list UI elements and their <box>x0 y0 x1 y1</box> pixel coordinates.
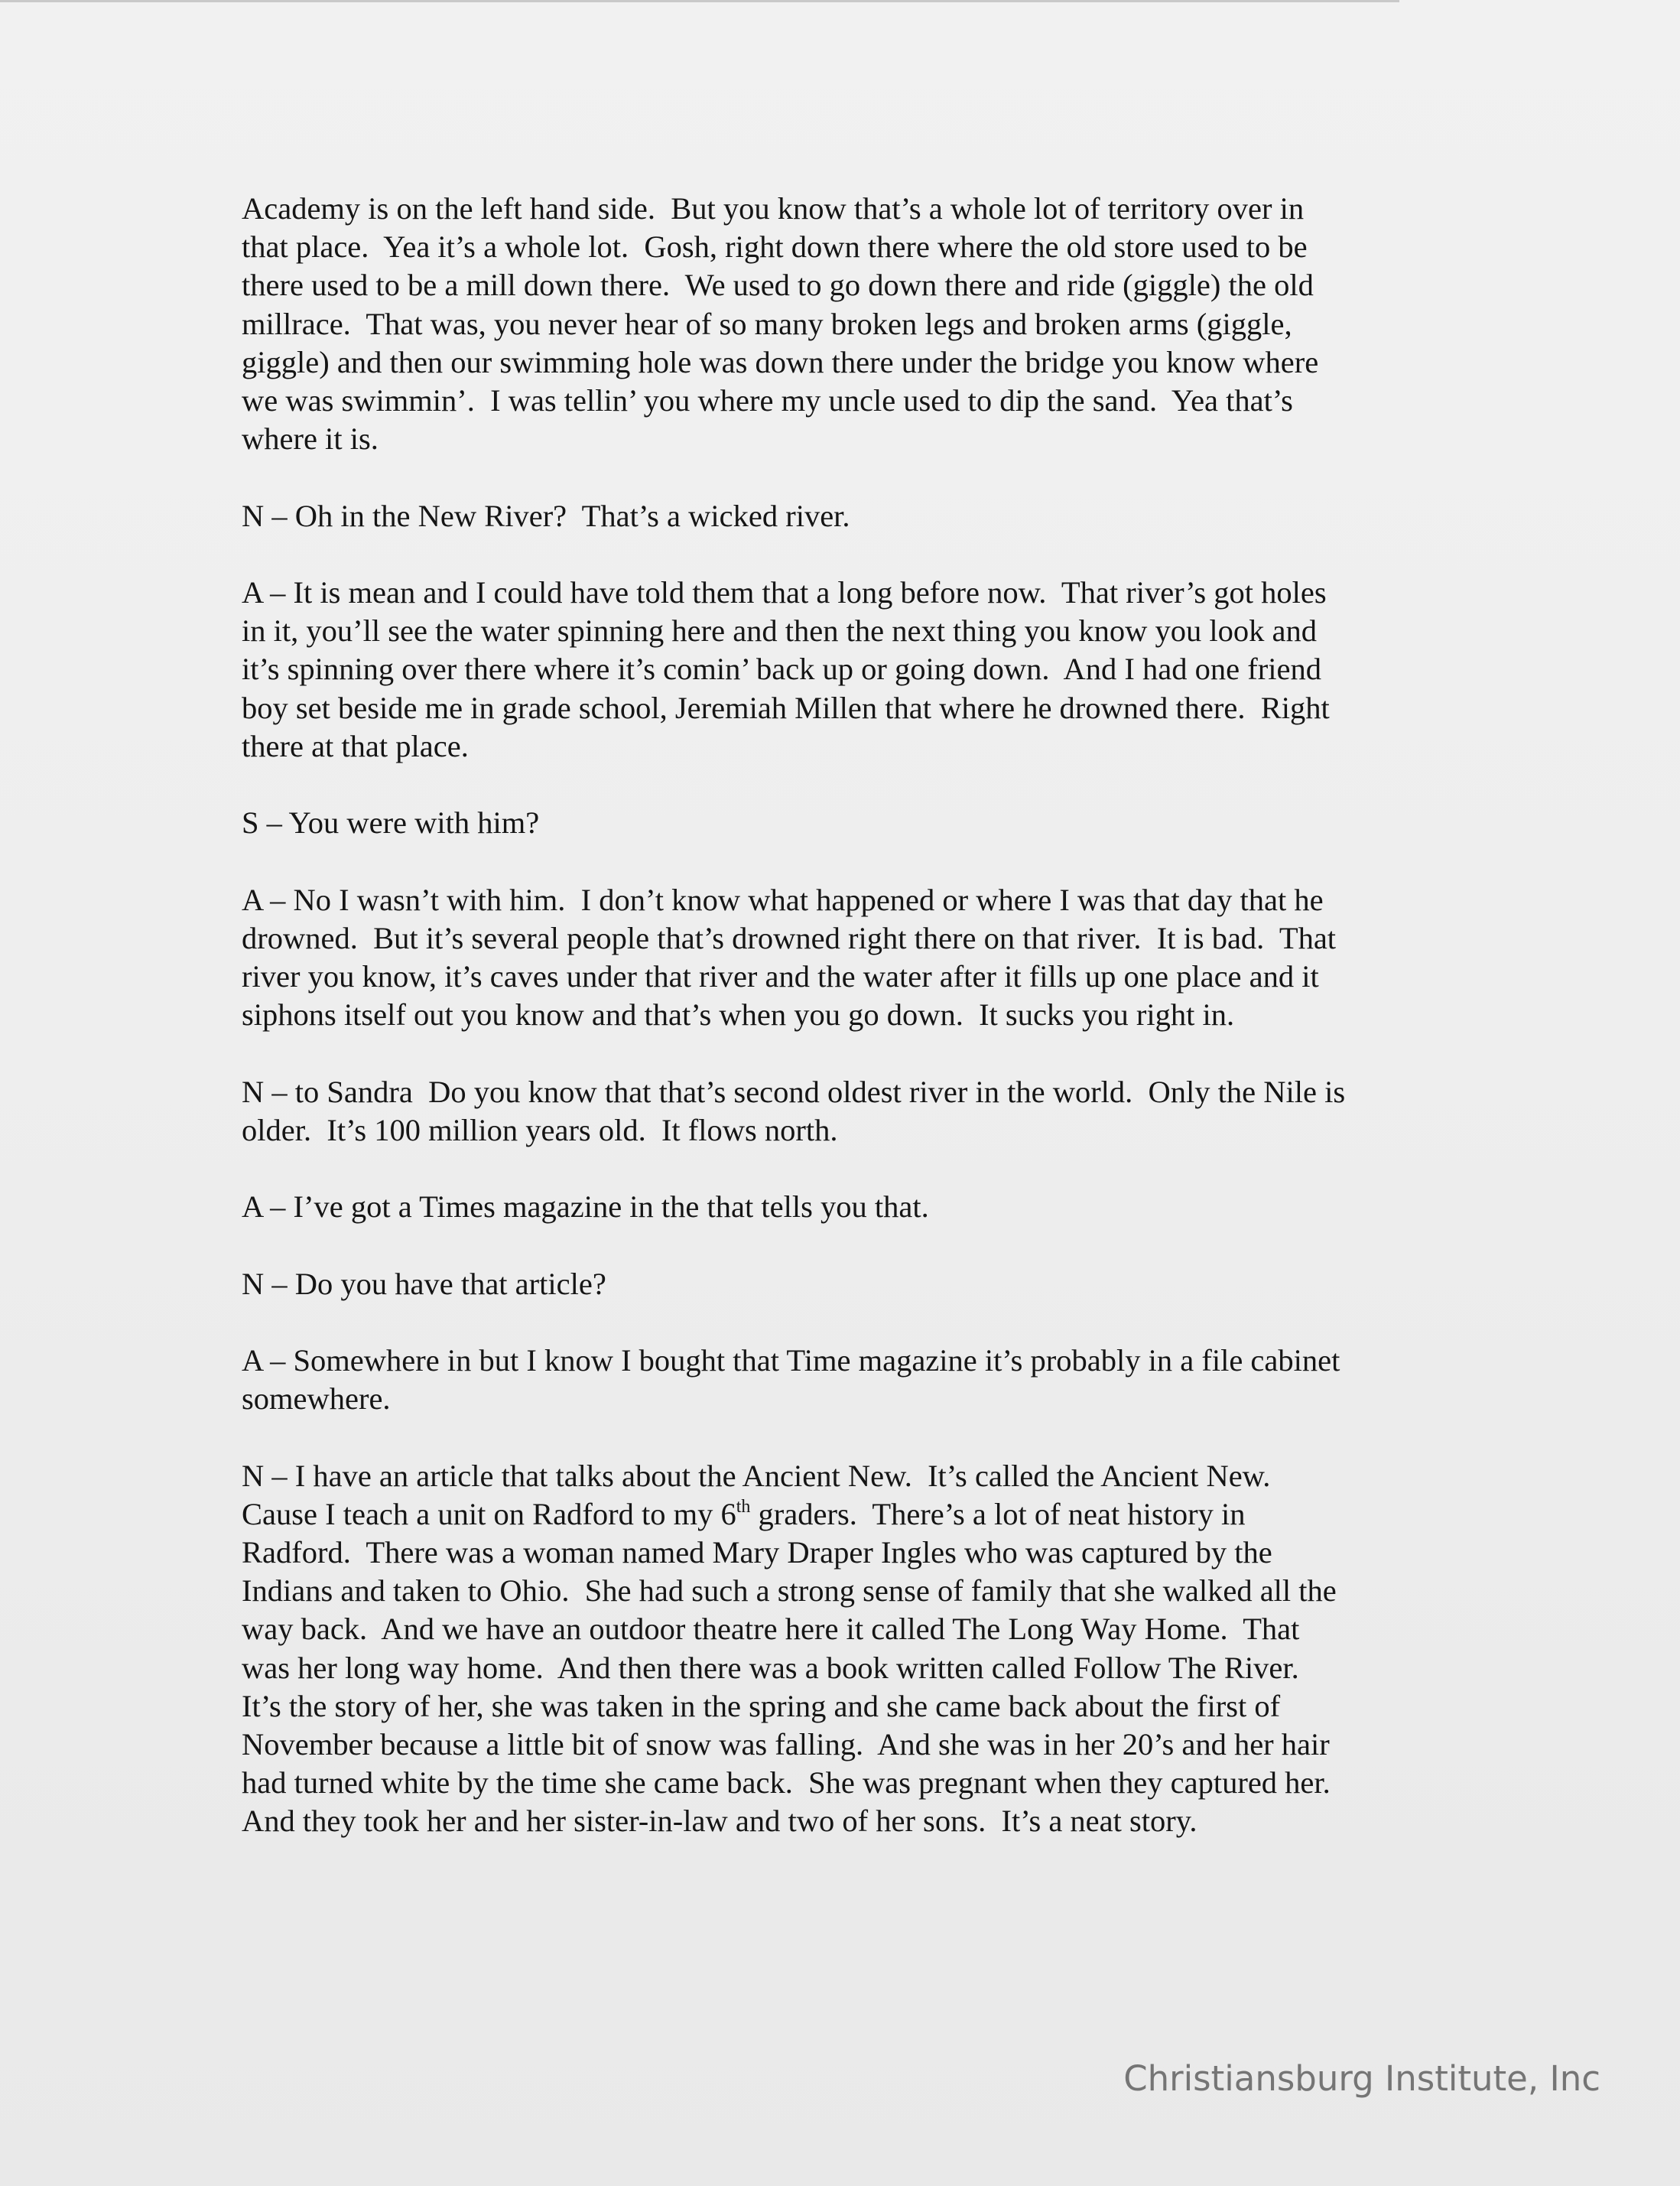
text-line: A – It is mean and I could have told them that a long before now. That river’s got holes <box>242 575 1327 610</box>
text-line <box>242 1495 1435 1534</box>
paper-top-edge <box>0 0 1399 2</box>
transcript-paragraph <box>242 804 1435 842</box>
text-line: A – Somewhere in but I know I bought that Time magazine it’s probably in a file cabinet <box>242 1342 1340 1378</box>
text-line: it’s spinning over there where it’s comin’ back up or going down. And I had one friend <box>242 652 1321 687</box>
text-line: that place. Yea it’s a whole lot. Gosh, right down there where the old store used to be <box>242 229 1308 265</box>
text-line: there at that place. <box>242 728 469 763</box>
text-line: siphons itself out you know and that’s when you go down. It sucks you right in. <box>242 997 1235 1033</box>
text-line: millrace. That was, you never hear of so many broken legs and broken arms (giggle, <box>242 306 1292 341</box>
transcript-paragraph <box>242 574 1435 766</box>
transcript-paragraph <box>242 497 1435 535</box>
text-line: there used to be a mill down there. We used to go down there and ride (giggle) the old <box>242 268 1314 303</box>
text-segment: Cause I teach a unit on Radford to my 6 <box>242 1496 736 1531</box>
text-line: November because a little bit of snow was falling. And she was in her 20’s and her hair <box>242 1726 1330 1761</box>
footer-watermark: Christiansburg Institute, Inc <box>1123 2058 1600 2099</box>
text-line: giggle) and then our swimming hole was down there under the bridge you know where <box>242 344 1319 379</box>
text-line: somewhere. <box>242 1381 391 1417</box>
text-line: Academy is on the left hand side. But you know that’s a whole lot of territory over in <box>242 191 1305 226</box>
transcript-paragraph <box>242 1457 1435 1841</box>
text-line: boy set beside me in grade school, Jeremiah Millen that where he drowned there. Right <box>242 690 1330 725</box>
text-line: N – I have an article that talks about the Ancient New. It’s called the Ancient New. <box>242 1458 1271 1493</box>
text-line: in it, you’ll see the water spinning here and then the next thing you know you look and <box>242 613 1317 649</box>
text-line: N – Oh in the New River? That’s a wicked river. <box>242 498 850 533</box>
transcript-paragraph <box>242 881 1435 1035</box>
text-line: And they took her and her sister-in-law and two of her sons. It’s a neat story. <box>242 1804 1197 1839</box>
text-line: river you know, it’s caves under that river and the water after it fills up one place and it <box>242 959 1319 994</box>
text-line: It’s the story of her, she was taken in the spring and she came back about the first of <box>242 1688 1281 1723</box>
text-line: Indians and taken to Ohio. She had such a strong sense of family that she walked all the <box>242 1573 1337 1609</box>
text-line: N – Do you have that article? <box>242 1266 606 1301</box>
text-line: drowned. But it’s several people that’s drowned right there on that river. It is bad. That <box>242 920 1337 955</box>
ordinal-superscript: th <box>736 1496 751 1517</box>
text-line: N – to Sandra Do you know that that’s second oldest river in the world. Only the Nile is <box>242 1074 1346 1109</box>
transcript-paragraph <box>242 190 1435 458</box>
text-line: S – You were with him? <box>242 805 540 841</box>
transcript-paragraph <box>242 1073 1435 1150</box>
text-line: had turned white by the time she came back. She was pregnant when they captured her. <box>242 1765 1331 1801</box>
text-line: was her long way home. And then there was a book written called Follow The River. <box>242 1650 1299 1685</box>
transcript-paragraph <box>242 1265 1435 1303</box>
text-line: Radford. There was a woman named Mary Draper Ingles who was captured by the <box>242 1534 1272 1570</box>
transcript-body <box>242 190 1435 1879</box>
text-line: where it is. <box>242 421 379 457</box>
text-line: A – No I wasn’t with him. I don’t know what happened or where I was that day that he <box>242 882 1324 917</box>
transcript-paragraph <box>242 1342 1435 1418</box>
text-line: we was swimmin’. I was tellin’ you where my uncle used to dip the sand. Yea that’s <box>242 383 1293 418</box>
text-line: A – I’ve got a Times magazine in the that tells you that. <box>242 1189 929 1225</box>
text-line: way back. And we have an outdoor theatre here it called The Long Way Home. That <box>242 1612 1300 1647</box>
text-line: older. It’s 100 million years old. It flows north. <box>242 1112 838 1147</box>
text-segment: graders. There’s a lot of neat history in <box>750 1496 1246 1531</box>
transcript-paragraph <box>242 1188 1435 1226</box>
